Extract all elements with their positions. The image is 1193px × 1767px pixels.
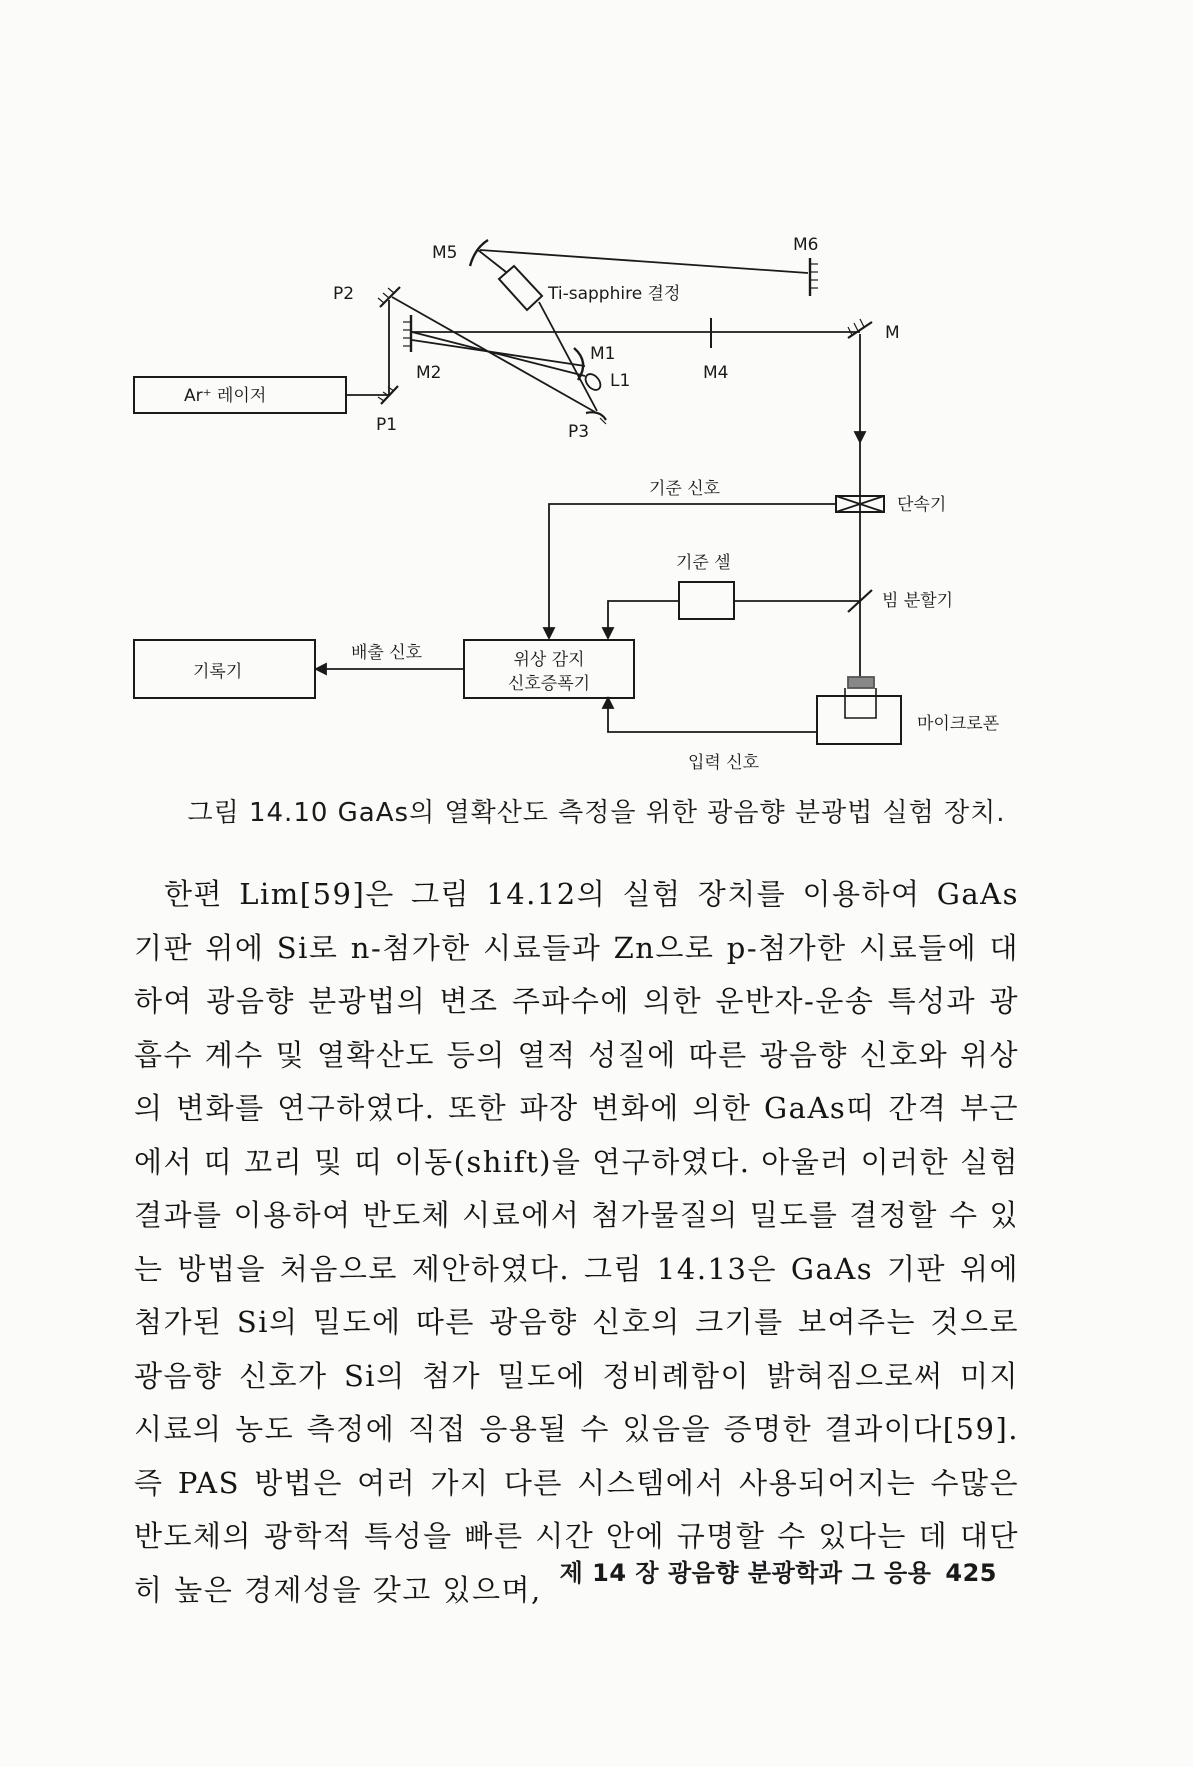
- label-output-signal: 배출 신호: [351, 643, 423, 663]
- label-reference-signal: 기준 신호: [649, 479, 721, 499]
- beam-arrow: [855, 432, 865, 442]
- label-m2: M2: [416, 363, 442, 383]
- mirror-m6: [810, 258, 818, 296]
- label-chopper: 단속기: [897, 495, 947, 515]
- label-m6: M6: [793, 235, 819, 255]
- page-number: 425: [945, 1559, 997, 1587]
- input-signal-line: [608, 706, 817, 732]
- output-signal-arrow: [316, 664, 326, 674]
- beam-crystal-m5: [478, 250, 506, 272]
- label-m5: M5: [432, 243, 458, 263]
- label-lockin-line1: 위상 감지: [513, 650, 585, 670]
- label-l1: L1: [610, 371, 631, 391]
- body-paragraph: 한편 Lim[59]은 그림 14.12의 실험 장치를 이용하여 GaAs 기판 위에 Si로 n-첨가한 시료들과 Zn으로 p-첨가한 시료들에 대하여 광음향 분광법의 변조 주파수에 의한 운반자-운송 특성과 광흡수 계수 및 열확산도 등의 열적 성질에 따른 광음향 신호와 위상의 변화를 연구하였다. 또한 파장 변화에 의한 GaAs띠 간격 부근에서 띠 꼬리 및 띠 이동(shift)을 연구하였다. 아울러 이러한 실험 결과를 이용하여 반도체 시료에서 첨가물질의 밀도를 결정할 수 있는 방법을 처음으로 제안하였다. 그림 14.13은 GaAs 기판 위에 첨가된 Si의 밀도에 따른 광음향 신호의 크기를 보여주는 것으로 광음향 신호가 Si의 첨가 밀도에 정비례함이 밝혀짐으로써 미지 시료의 농도 측정에 직접 응용될 수 있음을 증명한 결과이다[59]. 즉 PAS 방법은 여러 가지 다른 시스템에서 사용되어지는 수많은 반도체의 광학적 특성을 빠른 시간 안에 규명할 수 있다는 데 대단히 높은 경제성을 갖고 있으며,: [134, 877, 1019, 1607]
- beam-p3-crystal: [539, 302, 597, 411]
- beam-p2-p3: [392, 297, 595, 412]
- label-p3: P3: [568, 422, 590, 442]
- label-input-signal: 입력 신호: [688, 753, 760, 773]
- mirror-m5: [470, 240, 488, 266]
- ref-cell-signal-line: [608, 601, 679, 630]
- label-p1: P1: [376, 415, 398, 435]
- microphone-chamber: [845, 688, 876, 718]
- label-m: M: [885, 323, 900, 343]
- microphone-body: [817, 696, 901, 744]
- figure-caption: 그림 14.10 GaAs의 열확산도 측정을 위한 광음향 분광법 실험 장치.: [187, 798, 1006, 828]
- label-ar-laser: Ar⁺ 레이저: [184, 386, 267, 406]
- reference-cell-box: [679, 582, 734, 619]
- chapter-title: 제 14 장 광음향 분광학과 그 응용: [559, 1559, 932, 1587]
- reference-signal-arrow: [544, 628, 554, 638]
- label-microphone: 마이크로폰: [917, 714, 1000, 734]
- page-footer: [560, 1553, 997, 1588]
- label-ti-sapphire: Ti-sapphire 결정: [548, 284, 681, 304]
- experimental-setup-diagram: [0, 0, 1193, 790]
- label-lockin-line2: 신호증폭기: [507, 674, 591, 694]
- label-reference-cell: 기준 셀: [676, 553, 731, 573]
- ref-cell-signal-arrow: [603, 628, 613, 638]
- beam-m5-m6: [480, 250, 808, 273]
- label-beam-splitter: 빔 분할기: [882, 591, 954, 611]
- label-m4: M4: [703, 363, 729, 383]
- label-recorder: 기록기: [193, 662, 243, 682]
- label-p2: P2: [333, 284, 355, 304]
- microphone-sample: [848, 677, 874, 688]
- label-m1: M1: [590, 344, 616, 364]
- input-signal-arrow: [603, 698, 613, 708]
- mirror-m2: [403, 315, 411, 352]
